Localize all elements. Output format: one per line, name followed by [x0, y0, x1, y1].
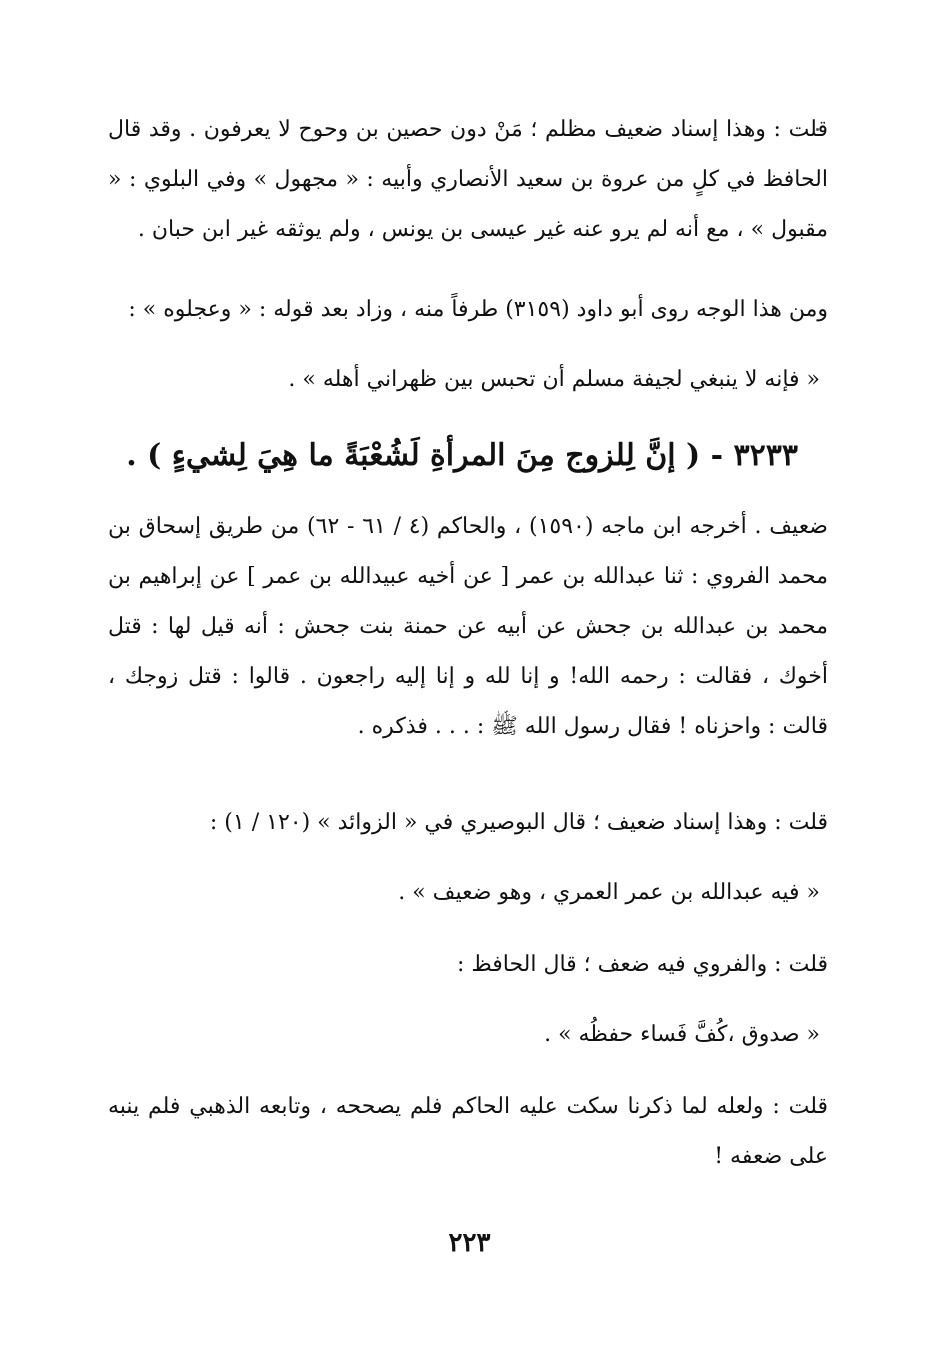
paragraph-3-text: ضعيف . أخرجه ابن ماجه (١٥٩٠) ، والحاكم (٤ / ٦١ - ٦٢) من طريق إسحاق بن محمد الفروي : ثنا عبدالله بن عمر [ عن أخيه عبيدالله بن عمر ] عن إبراهيم بن محمد بن عبدالله بن جحش عن أبيه عن حمنة بنت جحش : أنه قيل لها : قتل أخوك ، فقالت : رحمه الله! و إنا لله و إنا إليه راجعون . قالوا : قتل زوجك ، قالت : واحزناه ! فقال رسول الله ﷺ : . . . فذكره .	[108, 514, 828, 739]
paragraph-1	[108, 105, 828, 255]
quote-1-text: « فإنه لا ينبغي لجيفة مسلم أن تحبس بين ظهراني أهله » .	[288, 367, 820, 392]
paragraph-2-text: ومن هذا الوجه روى أبو داود (٣١٥٩) طرفاً منه ، وزاد بعد قوله : « وعجلوه » :	[128, 297, 828, 322]
paragraph-6-text: قلت : ولعله لما ذكرنا سكت عليه الحاكم فلم يصححه ، وتابعه الذهبي فلم ينبه على ضعفه !	[108, 1094, 828, 1169]
quote-2-text: « فيه عبدالله بن عمر العمري ، وهو ضعيف » .	[398, 880, 820, 905]
paragraph-2	[108, 285, 828, 335]
paragraph-5	[108, 940, 828, 990]
paragraph-1-text: قلت : وهذا إسناد ضعيف مظلم ؛ مَنْ دون حصين بن وحوح لا يعرفون . وقد قال الحافظ في كلٍ من عروة بن سعيد الأنصاري وأبيه : « مجهول » وفي البلوي : « مقبول » ، مع أنه لم يرو عنه غير عيسى بن يونس ، ولم يوثقه غير ابن حبان .	[108, 117, 828, 242]
paragraph-4	[108, 798, 828, 848]
page-number: ٢٢٣	[448, 1228, 491, 1258]
quote-1	[108, 355, 828, 405]
hadith-heading: ٣٢٣٣ - ( إنَّ لِلزوج مِنَ المرأةِ لَشُعْبَةً ما هِيَ لِشيءٍ ) .	[126, 438, 798, 473]
quote-2	[108, 868, 828, 918]
paragraph-5-text: قلت : والفروي فيه ضعف ؛ قال الحافظ :	[456, 952, 828, 977]
paragraph-3	[108, 502, 828, 752]
quote-3-text: « صدوق ،كُفَّ فَساء حفظُه » .	[544, 1022, 820, 1047]
quote-3	[108, 1010, 828, 1060]
paragraph-6	[108, 1082, 828, 1182]
paragraph-4-text: قلت : وهذا إسناد ضعيف ؛ قال البوصيري في « الزوائد » (١٢٠ / ١) :	[209, 810, 828, 835]
